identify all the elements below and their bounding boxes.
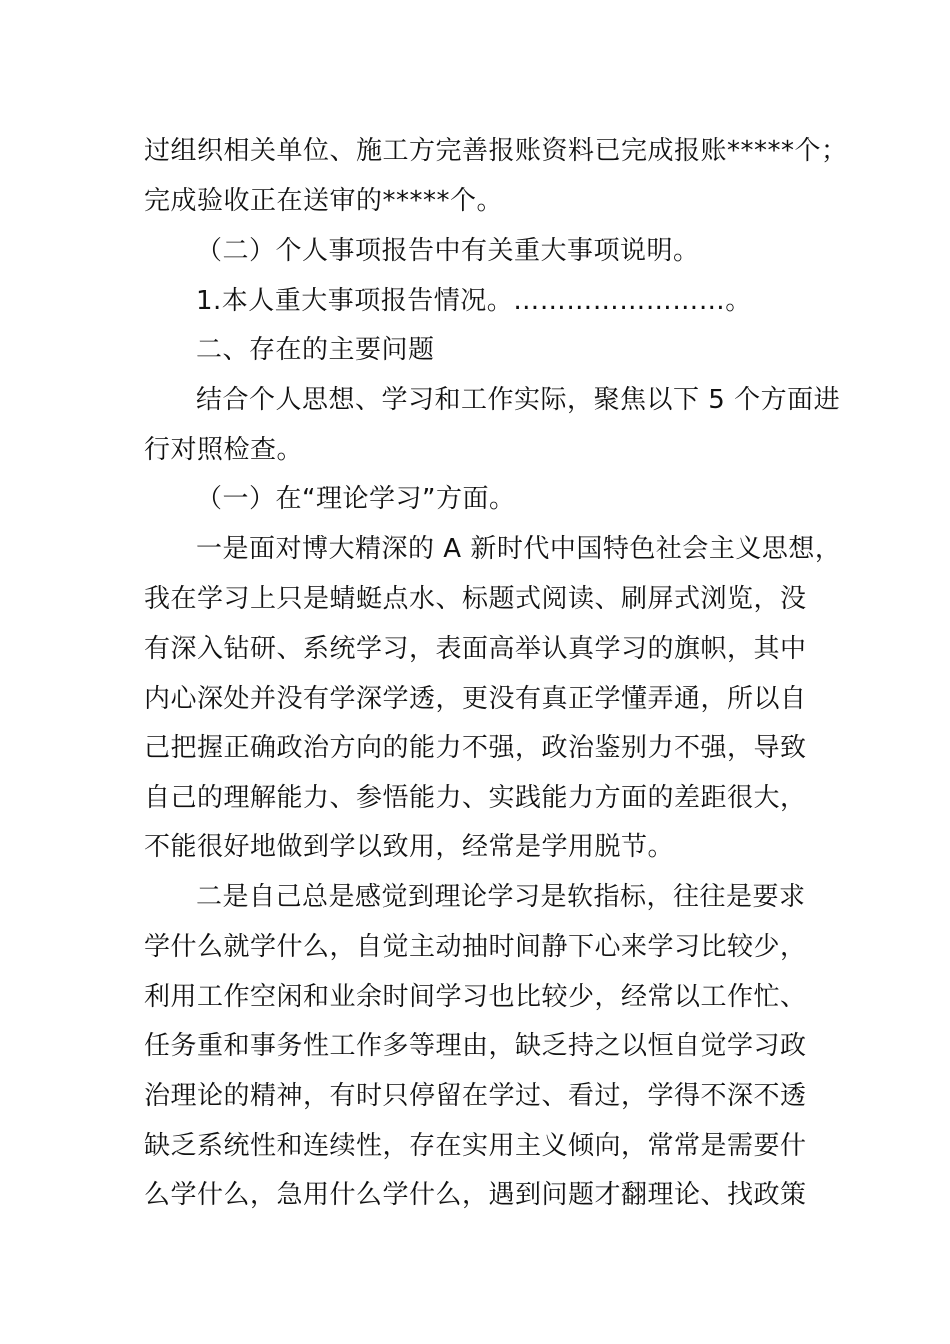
text-line: 有深入钻研、系统学习，表面高举认真学习的旗帜，其中 <box>144 634 807 664</box>
text-line: 我在学习上只是蜻蜓点水、标题式阅读、刷屏式浏览，没 <box>144 584 807 614</box>
text-line: 完成验收正在送审的*****个。 <box>144 186 504 216</box>
text-line: 内心深处并没有学深学透，更没有真正学懂弄通，所以自 <box>144 684 807 714</box>
text-line: 自己的理解能力、参悟能力、实践能力方面的差距很大， <box>144 783 807 813</box>
text-line: 缺乏系统性和连续性，存在实用主义倾向，常常是需要什 <box>144 1131 807 1161</box>
text-line: 一是面对博大精深的 A 新时代中国特色社会主义思想， <box>196 534 842 564</box>
text-line: 1.本人重大事项报告情况。……………………。 <box>196 286 752 316</box>
text-line: 结合个人思想、学习和工作实际，聚焦以下 5 个方面进 <box>196 385 841 415</box>
text-line: 么学什么，急用什么学什么，遇到问题才翻理论、找政策 <box>144 1180 807 1210</box>
text-line: 二是自己总是感觉到理论学习是软指标，往往是要求 <box>196 882 806 912</box>
text-line: 利用工作空闲和业余时间学习也比较少，经常以工作忙、 <box>144 982 807 1012</box>
text-line: 任务重和事务性工作多等理由，缺乏持之以恒自觉学习政 <box>144 1031 807 1061</box>
text-line: 己把握正确政治方向的能力不强，政治鉴别力不强，导致 <box>144 733 807 763</box>
text-line: 治理论的精神，有时只停留在学过、看过，学得不深不透 <box>144 1081 807 1111</box>
subsection-heading: （一）在“理论学习”方面。 <box>196 484 516 514</box>
subsection-heading: （二）个人事项报告中有关重大事项说明。 <box>196 236 700 266</box>
text-line: 学什么就学什么，自觉主动抽时间静下心来学习比较少， <box>144 932 807 962</box>
text-line: 不能很好地做到学以致用，经常是学用脱节。 <box>144 832 675 862</box>
section-heading: 二、存在的主要问题 <box>196 335 435 365</box>
text-line: 过组织相关单位、施工方完善报账资料已完成报账*****个； <box>144 136 848 166</box>
text-line: 行对照检查。 <box>144 435 304 465</box>
